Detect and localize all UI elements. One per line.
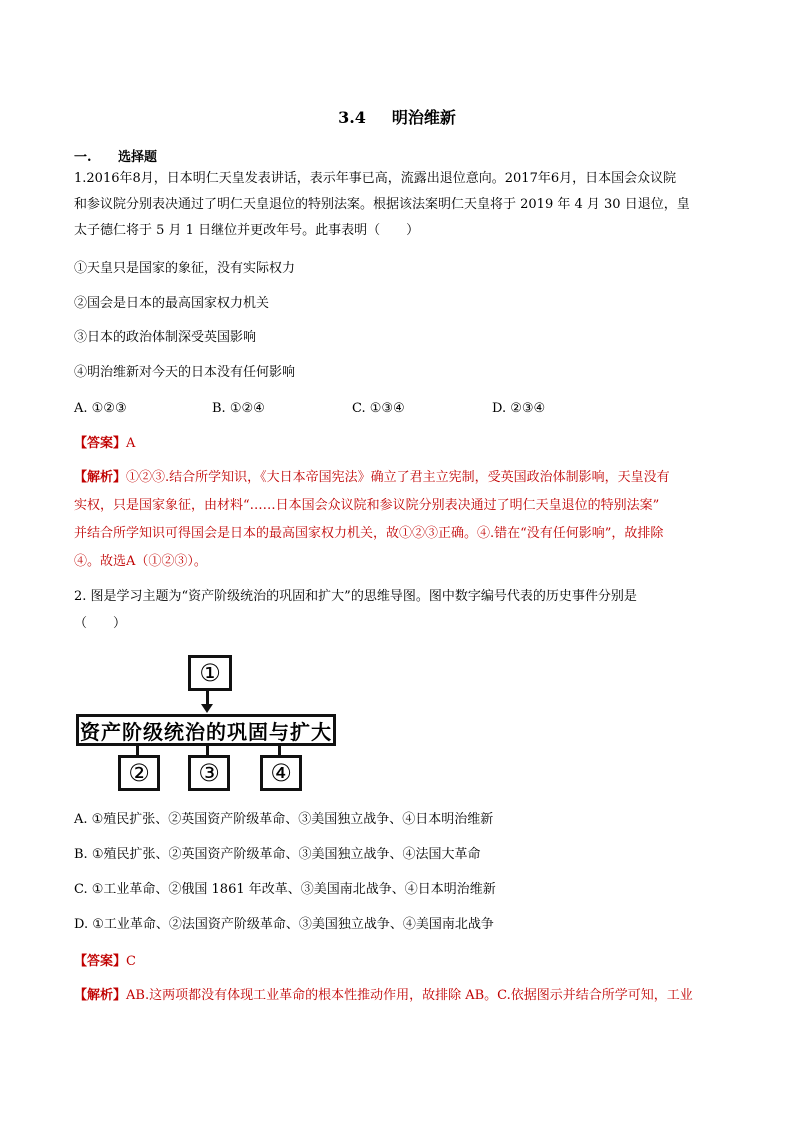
q1-analysis-label: 【解析】 xyxy=(74,470,127,485)
section-number: 一. xyxy=(74,150,92,165)
diagram-box-1: ① xyxy=(188,655,232,691)
mind-map-diagram xyxy=(76,655,338,793)
q2-option-c[interactable]: C. ①工业革命、②俄国 1861 年改革、③美国南北战争、④日本明治维新 xyxy=(74,882,496,897)
q1-option-d[interactable]: D. ②③④ xyxy=(492,401,546,416)
q1-answer-value: A xyxy=(126,436,136,451)
q1-answer-label: 【答案】 xyxy=(74,436,127,451)
q1-item-4: ④明治维新对今天的日本没有任何影响 xyxy=(74,365,296,380)
diagram-box-3: ③ xyxy=(188,755,230,791)
q2-option-a[interactable]: A. ①殖民扩张、②英国资产阶级革命、③美国独立战争、④日本明治维新 xyxy=(74,812,494,827)
q2-answer-value: C xyxy=(126,954,136,969)
diagram-box-4: ④ xyxy=(260,755,302,791)
q2-analysis-label: 【解析】 xyxy=(74,988,127,1003)
diagram-connector-4 xyxy=(278,746,281,755)
q1-answer xyxy=(74,434,135,454)
diagram-connector-3 xyxy=(206,746,209,755)
q1-analysis-line-1 xyxy=(74,468,670,488)
q1-option-a[interactable]: A. ①②③ xyxy=(74,401,127,416)
q1-stem-line-2: 和参议院分别表决通过了明仁天皇退位的特别法案。根据该法案明仁天皇将于 2019 年 4 月 30 日退位，皇 xyxy=(74,197,690,212)
q1-analysis-text-1: ①②③.结合所学知识，《大日本帝国宪法》确立了君主立宪制，受英国政治体制影响，天皇没有 xyxy=(126,470,670,485)
diagram-connector-2 xyxy=(136,746,139,755)
q1-analysis-line-3: 并结合所学知识可得国会是日本的最高国家权力机关，故①②③正确。④.错在“没有任何影响”，故排除 xyxy=(74,526,664,541)
diagram-box-2: ② xyxy=(118,755,160,791)
page-title xyxy=(0,105,794,128)
section-heading xyxy=(74,146,157,165)
q1-item-1: ①天皇只是国家的象征，没有实际权力 xyxy=(74,261,296,276)
q1-stem-line-3: 太子德仁将于 5 月 1 日继位并更改年号。此事表明（ ） xyxy=(74,223,420,238)
q2-analysis-line-1 xyxy=(74,986,693,1006)
q1-item-2: ②国会是日本的最高国家权力机关 xyxy=(74,296,270,311)
diagram-theme-bar: 资产阶级统治的巩固与扩大 xyxy=(76,714,336,746)
q1-item-3: ③日本的政治体制深受英国影响 xyxy=(74,330,257,345)
q2-answer-label: 【答案】 xyxy=(74,954,127,969)
section-label: 选择题 xyxy=(118,150,158,165)
q2-option-d[interactable]: D. ①工业革命、②法国资产阶级革命、③美国独立战争、④美国南北战争 xyxy=(74,917,494,932)
q2-stem-line-2: （ ） xyxy=(74,616,127,631)
q1-analysis-line-2: 实权，只是国家象征，由材料“……日本国会众议院和参议院分别表决通过了明仁天皇退位的特别法案” xyxy=(74,498,660,513)
q2-option-b[interactable]: B. ①殖民扩张、②英国资产阶级革命、③美国独立战争、④法国大革命 xyxy=(74,847,481,862)
q1-analysis-line-4: ④。故选A（①②③）。 xyxy=(74,554,207,569)
q2-answer xyxy=(74,952,136,972)
q2-analysis-text-1: AB.这两项都没有体现工业革命的根本性推动作用，故排除 AB。C.依据图示并结合所学可知，工业 xyxy=(126,988,693,1003)
q1-option-b[interactable]: B. ①②④ xyxy=(212,401,265,416)
title-number: 3.4 xyxy=(338,108,366,127)
q1-option-c[interactable]: C. ①③④ xyxy=(352,401,405,416)
arrow-down-icon xyxy=(201,704,213,713)
q1-stem-line-1: 1.2016年8月，日本明仁天皇发表讲话，表示年事已高，流露出退位意向。2017年6月，日本国会众议院 xyxy=(74,171,677,186)
title-text: 明治维新 xyxy=(391,108,456,127)
q2-stem-line-1: 2. 图是学习主题为“资产阶级统治的巩固和扩大”的思维导图。图中数字编号代表的历史事件分别是 xyxy=(74,589,637,604)
